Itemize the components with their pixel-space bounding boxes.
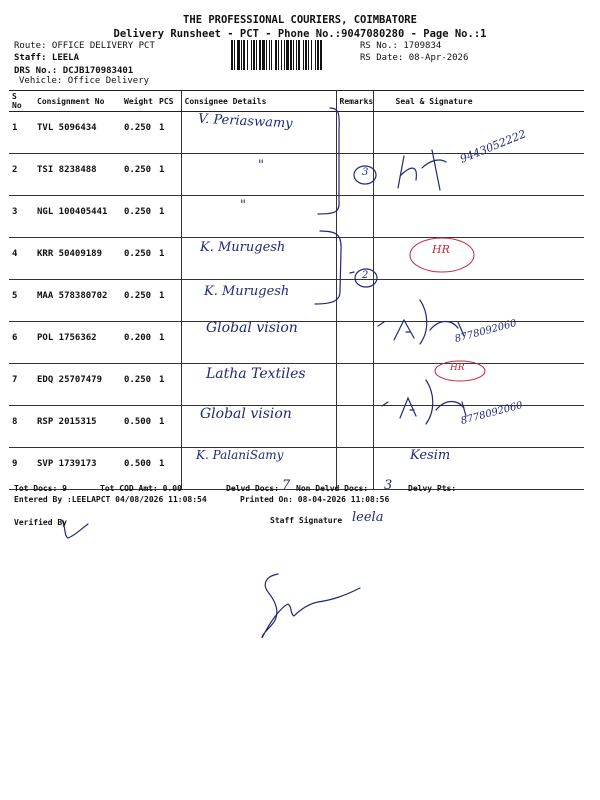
cell-pcs: 1 — [156, 322, 181, 364]
barcode-bar — [284, 40, 285, 70]
cell-remarks — [336, 280, 373, 322]
cell-remarks — [336, 322, 373, 364]
cell-consignment: EDQ 25707479 — [34, 364, 121, 406]
barcode-bar — [259, 40, 261, 70]
circled-count-2: 2 — [362, 270, 369, 281]
supervisor-signature-stroke — [262, 574, 360, 638]
cell-signature — [373, 280, 584, 322]
cell-consignment: POL 1756362 — [34, 322, 121, 364]
cell-weight: 0.250 — [121, 196, 156, 238]
runsheet-subtitle: Delivery Runsheet - PCT - Phone No.:9047080280 - Page No.:1 — [113, 28, 487, 40]
company-title: THE PROFESSIONAL COURIERS, COIMBATORE — [183, 14, 417, 26]
cell-consignee — [181, 196, 336, 238]
table-row — [9, 280, 584, 322]
cell-pcs: 1 — [156, 196, 181, 238]
cell-signature — [373, 154, 584, 196]
cell-consignment: SVP 1739173 — [34, 448, 121, 490]
col-header-sno: S No — [9, 91, 34, 112]
stamp-hr-1: HR — [432, 243, 450, 256]
barcode-bar — [271, 40, 272, 70]
cell-consignment: TSI 8238488 — [34, 154, 121, 196]
cell-remarks — [336, 196, 373, 238]
barcode-bar — [317, 40, 319, 70]
barcode-bar — [278, 40, 279, 70]
staff-signature-label: Staff Signature — [270, 516, 343, 525]
barcode-bar — [296, 40, 297, 70]
col-header-weight: Weight — [121, 91, 156, 112]
handwritten-signature-kesim: Kesim — [410, 448, 451, 463]
barcode-bar — [305, 40, 307, 70]
cell-consignment: MAA 578380702 — [34, 280, 121, 322]
handwritten-consignee-4: K. Murugesh — [200, 240, 286, 255]
cell-sno: 6 — [9, 322, 34, 364]
barcode-bar — [262, 40, 265, 70]
cell-sno: 5 — [9, 280, 34, 322]
cell-pcs: 1 — [156, 280, 181, 322]
drs-number: DRS No.: DCJB170983401 — [14, 66, 134, 76]
cell-consignment: KRR 50409189 — [34, 238, 121, 280]
non-delivered-docs-value: 3 — [384, 478, 393, 493]
staff-signature-value: leela — [352, 510, 384, 525]
barcode-bar — [311, 40, 312, 70]
cell-remarks — [336, 364, 373, 406]
handwritten-phone-2: 8778092060 — [453, 317, 518, 346]
cell-sno: 2 — [9, 154, 34, 196]
staff-label: Staff: LEELA — [14, 53, 80, 63]
cell-sno: 7 — [9, 364, 34, 406]
cell-pcs: 1 — [156, 364, 181, 406]
cell-signature — [373, 196, 584, 238]
cell-sno: 9 — [9, 448, 34, 490]
handwritten-consignee-1: V. Periaswamy — [197, 111, 293, 132]
cell-weight: 0.200 — [121, 322, 156, 364]
rs-date: RS Date: 08-Apr-2026 — [360, 53, 469, 63]
handwritten-ditto-2: " — [258, 158, 264, 173]
handwritten-consignee-7: Latha Textiles — [206, 366, 306, 382]
cell-consignment: TVL 5096434 — [34, 112, 121, 154]
handwritten-consignee-6: Global vision — [206, 320, 298, 336]
delivered-docs-value: 7 — [282, 478, 291, 493]
barcode-bar — [234, 40, 235, 70]
table-row — [9, 154, 584, 196]
delivered-docs-label: Delvd Docs: — [226, 484, 279, 493]
barcode-bar — [308, 40, 309, 70]
handwritten-consignee-5: K. Murugesh — [204, 284, 290, 299]
cell-sno: 3 — [9, 196, 34, 238]
circled-count-3: 3 — [362, 167, 369, 178]
total-docs: Tot Docs: 9 — [14, 484, 67, 493]
handwritten-phone-1: 9443052222 — [458, 127, 528, 166]
verified-by-label: Verified By — [14, 518, 67, 527]
table-row — [9, 238, 584, 280]
barcode-bar — [320, 40, 322, 70]
total-cod-amount: Tot COD Amt: 0.00 — [100, 484, 182, 493]
cell-pcs: 1 — [156, 238, 181, 280]
cell-remarks — [336, 406, 373, 448]
cell-sno: 1 — [9, 112, 34, 154]
rs-number: RS No.: 1709834 — [360, 41, 442, 51]
cell-sno: 8 — [9, 406, 34, 448]
cell-signature — [373, 238, 584, 280]
barcode — [231, 40, 356, 70]
stamp-hr-2: HR — [450, 363, 465, 373]
handwritten-ditto-3: " — [240, 198, 246, 213]
barcode-bar — [247, 40, 248, 70]
col-header-remarks: Remarks — [336, 91, 373, 112]
barcode-bar — [241, 40, 242, 70]
cell-signature — [373, 448, 584, 490]
cell-pcs: 1 — [156, 448, 181, 490]
col-header-seal-signature: Seal & Signature — [373, 91, 584, 112]
col-header-consignment: Consignment No — [34, 91, 121, 112]
barcode-bar — [281, 40, 282, 70]
printed-on: Printed On: 08-04-2026 11:08:56 — [240, 495, 390, 504]
barcode-bar — [290, 40, 292, 70]
cell-weight: 0.250 — [121, 238, 156, 280]
cell-sno: 4 — [9, 238, 34, 280]
cell-weight: 0.250 — [121, 154, 156, 196]
cell-pcs: 1 — [156, 154, 181, 196]
handwritten-phone-3: 8778092060 — [459, 399, 524, 428]
vehicle-label: Vehicle: Office Delivery — [19, 76, 150, 86]
barcode-bar — [275, 40, 277, 70]
route-label: Route: OFFICE DELIVERY PCT — [14, 41, 155, 51]
delivery-points-label: Delvy Pts: — [408, 484, 457, 493]
cell-consignment: NGL 100405441 — [34, 196, 121, 238]
barcode-bar — [286, 40, 289, 70]
barcode-bar — [243, 40, 245, 70]
table-row — [9, 196, 584, 238]
entered-by: Entered By :LEELAPCT 04/08/2026 11:08:54 — [14, 495, 207, 504]
barcode-bar — [256, 40, 257, 70]
barcode-bar — [231, 40, 233, 70]
cell-weight: 0.500 — [121, 406, 156, 448]
barcode-bar — [269, 40, 270, 70]
cell-weight: 0.250 — [121, 280, 156, 322]
cell-pcs: 1 — [156, 112, 181, 154]
barcode-bar — [293, 40, 294, 70]
barcode-bar — [266, 40, 267, 70]
cell-pcs: 1 — [156, 406, 181, 448]
cell-remarks — [336, 112, 373, 154]
barcode-bar — [303, 40, 304, 70]
cell-signature — [373, 364, 584, 406]
col-header-consignee: Consignee Details — [181, 91, 336, 112]
cell-weight: 0.250 — [121, 112, 156, 154]
non-delivered-docs-label: Non Delvd Docs: — [296, 484, 369, 493]
barcode-bar — [251, 40, 252, 70]
cell-weight: 0.500 — [121, 448, 156, 490]
cell-consignment: RSP 2015315 — [34, 406, 121, 448]
barcode-bar — [315, 40, 316, 70]
handwritten-consignee-9: K. PalaniSamy — [196, 448, 284, 462]
barcode-bar — [298, 40, 300, 70]
barcode-bar — [253, 40, 255, 70]
col-header-pcs: PCS — [156, 91, 181, 112]
cell-weight: 0.250 — [121, 364, 156, 406]
table-header-row — [9, 91, 584, 112]
barcode-bar — [237, 40, 240, 70]
handwritten-consignee-8: Global vision — [200, 406, 292, 422]
